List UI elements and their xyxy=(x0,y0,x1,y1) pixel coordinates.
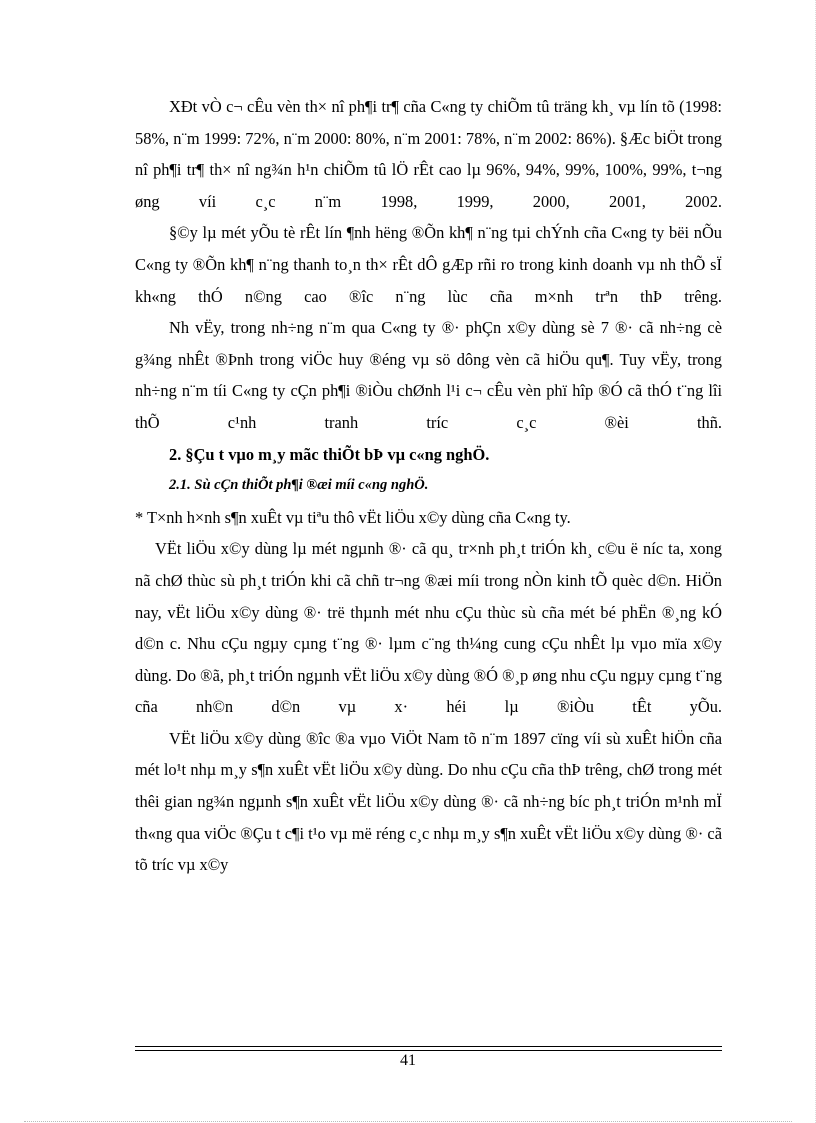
paragraph: Nh vËy, trong nh÷ng n¨m qua C«ng ty ®· phÇn x©y dùng sè 7 ®· cã nh÷ng cè g¾ng nhÊt ®Þnh trong viÖc huy ®éng vµ sö dông vèn cã hiÖu qu¶. Tuy vËy, trong nh÷ng n¨m tíi C«ng ty cÇn ph¶i ®iÒu chØnh l¹i c¬ cÊu vèn phï hîp ®Ó cã thÓ t¨ng lîi thÕ c¹nh tranh tríc c¸c ®èi thñ. xyxy=(135,318,722,432)
paragraph: VËt liÖu x©y dùng lµ mét ngµnh ®· cã qu¸ tr×nh ph¸t triÓn kh¸ c©u ë níc ta, xong nã chØ thùc sù ph¸t triÓn khi cã chñ tr¬ng ®æi míi trong nÒn kinh tÕ quèc d©n. HiÖn nay, vËt liÖu x©y dùng ®· trë thµnh mét nhu cÇu thùc sù cña mét bé phËn ®¸ng kÓ d©n c. Nhu cÇu ngµy cµng t¨ng ®· lµm c¨ng th¼ng cung cÇu nhÊt lµ vµo mïa x©y dùng. Do ®ã, ph¸t triÓn ngµnh vËt liÖu x©y dùng ®Ó ®¸p øng nhu cÇu ngµy cµng t¨ng cña nh©n d©n vµ x· héi lµ ®iÒu tÊt yÕu. xyxy=(135,539,723,717)
footer-rule xyxy=(135,1046,722,1047)
paragraph: §©y lµ mét yÕu tè rÊt lín ¶nh hëng ®Õn kh¶ n¨ng tµi chÝnh cña C«ng ty bëi nÕu C«ng ty ®Õn kh¶ n¨ng thanh to¸n th× rÊt dÔ gÆp rñi ro trong kinh doanh vµ nh thÕ sÏ kh«ng thÓ n©ng cao ®îc n¨ng lùc cña m×nh trªn thÞ trêng. xyxy=(135,223,722,306)
body-text xyxy=(135,91,722,881)
paragraph: XÐt vÒ c¬ cÊu vèn th× nî ph¶i tr¶ cña C«ng ty chiÕm tû träng kh¸ vµ lín tõ (1998: 58%, n¨m 1999: 72%, n¨m 2000: 80%, n¨m 2001: 78%, n¨m 2002: 86%). §Æc biÖt trong nî ph¶i tr¶ th× nî ng¾n h¹n chiÕm tû lÖ rÊt cao lµ 96%, 94%, 99%, 100%, 99%, t¬ng øng víi c¸c n¨m 1998, 1999, 2000, 2001, 2002. xyxy=(135,97,722,211)
section-heading: 2. §Çu t vµo m¸y mãc thiÕt bÞ vµ c«ng nghÖ. xyxy=(169,444,490,464)
bullet-line: * T×nh h×nh s¶n xuÊt vµ tiªu thô vËt liÖu x©y dùng cña C«ng ty. xyxy=(135,507,571,527)
page-edge xyxy=(24,1121,792,1122)
page-number: 41 xyxy=(400,1052,416,1069)
paragraph: VËt liÖu x©y dùng ®îc ®a vµo ViÖt Nam tõ n¨m 1897 cïng víi sù xuÊt hiÖn cña mét lo¹t nhµ m¸y s¶n xuÊt vËt liÖu x©y dùng. Do nhu cÇu cña thÞ trêng, chØ trong mét thêi gian ng¾n ngµnh s¶n xuÊt vËt liÖu x©y dùng ®· cã nh÷ng bíc ph¸t triÓn m¹nh mÏ th«ng qua viÖc ®Çu t c¶i t¹o vµ më réng c¸c nhµ m¸y s¶n xuÊt vËt liÖu x©y dùng ®· cã tõ tríc vµ x©y xyxy=(135,728,723,875)
footer-rule xyxy=(135,1050,722,1051)
subsection-heading: 2.1. Sù cÇn thiÕt ph¶i ®æi míi c«ng nghÖ. xyxy=(169,477,429,494)
